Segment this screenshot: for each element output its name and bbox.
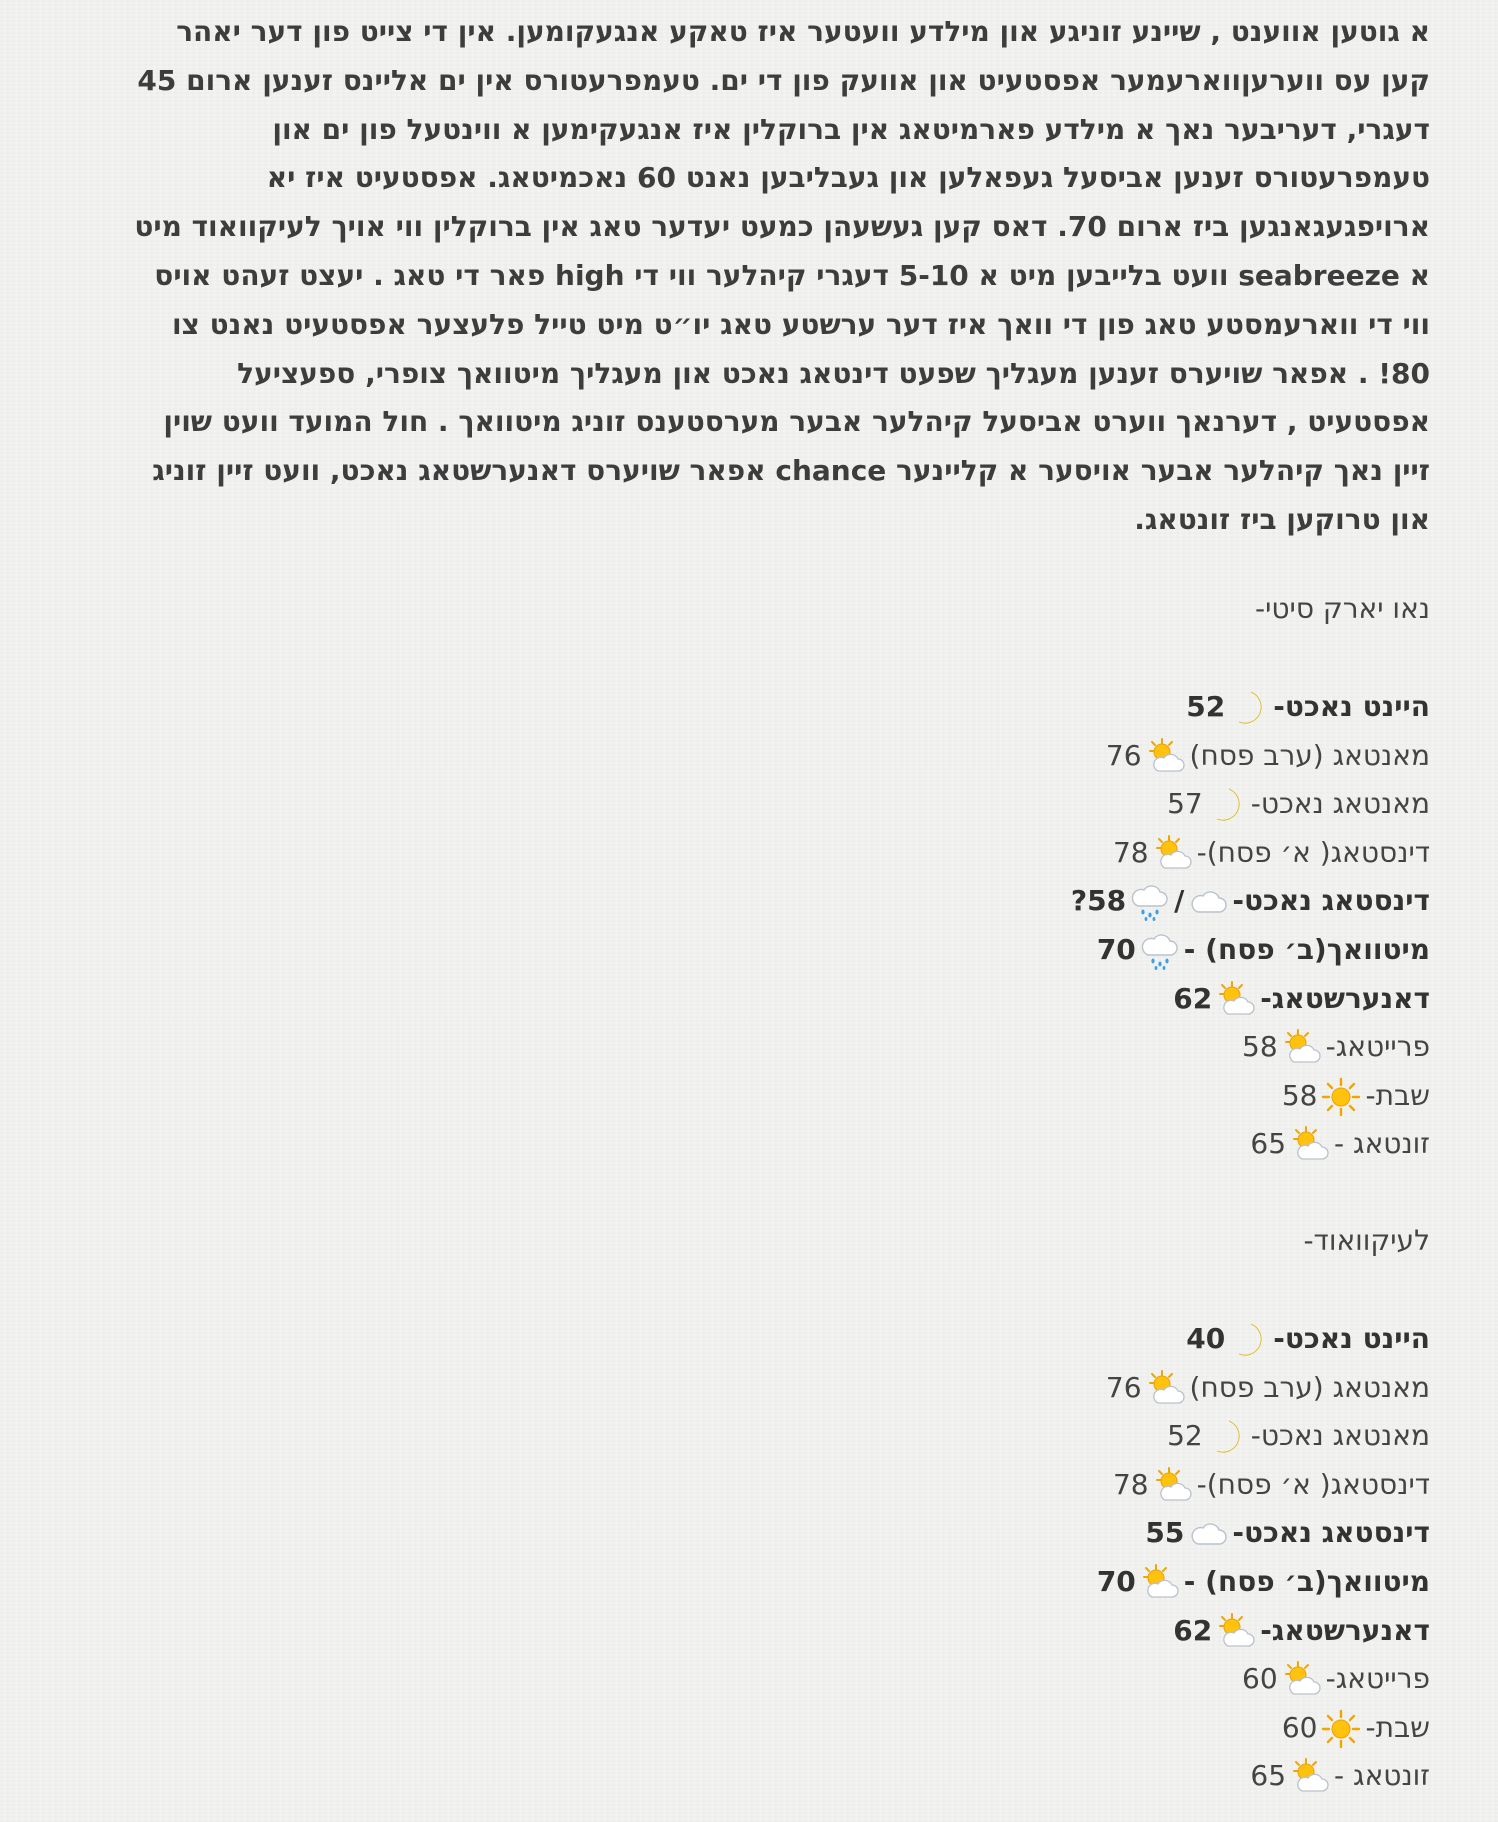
forecast-row: [630, 1704, 1430, 1753]
forecast-temperature: 62: [1173, 1613, 1213, 1647]
forecast-day: מיטוואך(ב׳ פסח) -: [1183, 932, 1430, 966]
forecast-temperature: 62: [1173, 981, 1213, 1015]
intro-line: א seabreeze וועט בלייבען מיט א 5-10 דעגרי קיהלער ווי די high פאר די טאג . יעצט זעהט אויס: [154, 258, 1430, 292]
forecast-day: דינסטאג( א׳ פסח)-: [1196, 1467, 1430, 1501]
forecast-day: מאנטאג (ערב פסח): [1189, 738, 1430, 772]
forecast-temperature: 70: [1096, 932, 1136, 966]
forecast-row: [630, 1315, 1430, 1364]
forecast-row: [630, 1023, 1430, 1072]
forecast-day: זונטאג -: [1334, 1127, 1430, 1161]
forecast-temperature: 58: [1281, 1078, 1318, 1112]
forecast-row: [630, 1461, 1430, 1510]
forecast-row: [630, 1072, 1430, 1121]
rain-cloud-icon: [1140, 931, 1180, 971]
sun-icon: [1321, 1077, 1361, 1117]
forecast-day: היינט נאכט-: [1273, 690, 1430, 723]
intro-line: דעגרי, דעריבער נאך א מילדע פארמיטאג אין ברוקלין איז אנגעקימען א ווינטעל פון ים און: [272, 112, 1430, 146]
forecast-day: דינסטאג נאכט-: [1232, 884, 1430, 918]
forecast-temperature: 76: [1105, 738, 1142, 772]
forecast-temperature: 52: [1167, 1419, 1203, 1453]
forecast-day: היינט נאכט-: [1273, 1322, 1430, 1355]
forecast-temperature: 65: [1250, 1127, 1287, 1161]
forecast-row: [630, 975, 1430, 1024]
sun-cloud-icon: [1282, 1028, 1322, 1068]
intro-line: קען עס ווערעןווארעמער אפסטעיט און אוועק פון די ים. טעמפרעטורס אין ים אליינס זענען ארום 45: [137, 63, 1430, 97]
forecast-row: [630, 926, 1430, 975]
forecast-row: [630, 1752, 1430, 1801]
forecast-row: [630, 1412, 1430, 1461]
moon-icon: [1229, 1320, 1269, 1360]
forecast-temperature: 65: [1250, 1759, 1287, 1793]
forecast-temperature: 60: [1242, 1662, 1278, 1696]
forecast-temperature: 57: [1167, 787, 1203, 821]
forecast-row: [630, 1655, 1430, 1704]
intro-line: זיין נאך קיהלער אבער אויסער א קליינער chance אפאר שויערס דאנערשטאג נאכט, וועט זיין זוניג: [152, 454, 1430, 488]
icon-separator: /: [1174, 884, 1185, 918]
intro-line: 80! . אפאר שויערס זענען מעגליך שפעט דינטאג נאכט און מעגליך מיטוואך צופרי, ספעציעל: [237, 356, 1430, 390]
forecast-row: [630, 683, 1430, 732]
intro-line: אפסטעיט , דערנאך ווערט אביסעל קיהלער אבער מערסטענס זוניג מיטוואך . חול המועד וועט שוין: [163, 405, 1430, 439]
moon-icon: [1207, 785, 1247, 825]
sun-cloud-icon: [1216, 1612, 1256, 1652]
forecast-row: [630, 877, 1430, 926]
sun-cloud-icon: [1153, 834, 1193, 874]
sun-cloud-icon: [1140, 1563, 1180, 1603]
forecast-row: [630, 732, 1430, 781]
sun-cloud-icon: [1146, 737, 1186, 777]
forecast-temperature: 40: [1186, 1322, 1226, 1355]
forecast-row: [630, 1558, 1430, 1607]
intro-line: און טרוקען ביז זונטאג.: [1134, 502, 1430, 536]
forecast-row: [630, 1120, 1430, 1169]
cloud-icon: [1188, 1514, 1228, 1554]
forecast-day: דינסטאג נאכט-: [1232, 1516, 1430, 1550]
forecast-temperature: 58?: [1070, 884, 1127, 918]
forecast-day: שבת-: [1365, 1078, 1430, 1112]
forecast-day: מאנטאג (ערב פסח): [1189, 1370, 1430, 1404]
forecast-day: דאנערשטאג-: [1260, 1613, 1430, 1647]
intro-paragraph: [100, 8, 1430, 545]
forecast-day: דאנערשטאג-: [1260, 981, 1430, 1015]
intro-line: טעמפרעטורס זענען אביסעל געפאלען און געבליבען נאנט 60 נאכמיטאג. אפסטעיט איז יא: [266, 161, 1430, 195]
sun-cloud-icon: [1146, 1369, 1186, 1409]
forecast-list-lakewood: [630, 1315, 1430, 1801]
forecast-day: שבת-: [1365, 1710, 1430, 1744]
forecast-row: [630, 780, 1430, 829]
sun-cloud-icon: [1153, 1466, 1193, 1506]
forecast-day: פרייטאג-: [1325, 1030, 1430, 1064]
forecast-temperature: 55: [1145, 1516, 1185, 1550]
forecast-row: [630, 829, 1430, 878]
forecast-temperature: 78: [1112, 835, 1149, 869]
forecast-list-nyc: [630, 683, 1430, 1169]
forecast-temperature: 70: [1096, 1564, 1136, 1598]
forecast-temperature: 60: [1281, 1710, 1318, 1744]
city-heading-lakewood: לעיקוואוד-: [1303, 1224, 1430, 1257]
intro-line: ארויפגעגאנגען ביז ארום 70. דאס קען געשעהן כמעט יעדער טאג אין ברוקלין ווי אויך לעיקוואוד מיט: [134, 210, 1430, 244]
city-heading-nyc: נאו יארק סיטי-: [1255, 592, 1430, 625]
forecast-temperature: 78: [1112, 1467, 1149, 1501]
moon-icon: [1229, 688, 1269, 728]
sun-cloud-icon: [1290, 1125, 1330, 1165]
forecast-temperature: 52: [1186, 690, 1226, 723]
forecast-day: מאנטאג נאכט-: [1250, 787, 1430, 821]
intro-line: ווי די ווארעמסטע טאג פון די וואך איז דער ערשטע טאג יו״ט מיט טייל פלעצער אפסטעיט נאנט צו: [171, 307, 1430, 341]
forecast-day: דינסטאג( א׳ פסח)-: [1196, 835, 1430, 869]
moon-icon: [1207, 1417, 1247, 1457]
forecast-day: פרייטאג-: [1325, 1662, 1430, 1696]
forecast-row: [630, 1509, 1430, 1558]
forecast-temperature: 76: [1105, 1370, 1142, 1404]
sun-cloud-icon: [1282, 1660, 1322, 1700]
forecast-day: מאנטאג נאכט-: [1250, 1419, 1430, 1453]
forecast-row: [630, 1364, 1430, 1413]
intro-line: א גוטען אווענט , שיינע זוניגע און מילדע וועטער איז טאקע אנגעקומען. אין די צייט פון דער יאהר: [176, 15, 1430, 48]
sun-cloud-icon: [1290, 1757, 1330, 1797]
cloud-icon: [1188, 882, 1228, 922]
forecast-day: מיטוואך(ב׳ פסח) -: [1183, 1564, 1430, 1598]
rain-cloud-icon: [1130, 882, 1170, 922]
forecast-temperature: 58: [1242, 1030, 1278, 1064]
forecast-row: [630, 1607, 1430, 1656]
forecast-day: זונטאג -: [1334, 1759, 1430, 1793]
sun-cloud-icon: [1216, 980, 1256, 1020]
sun-icon: [1321, 1709, 1361, 1749]
